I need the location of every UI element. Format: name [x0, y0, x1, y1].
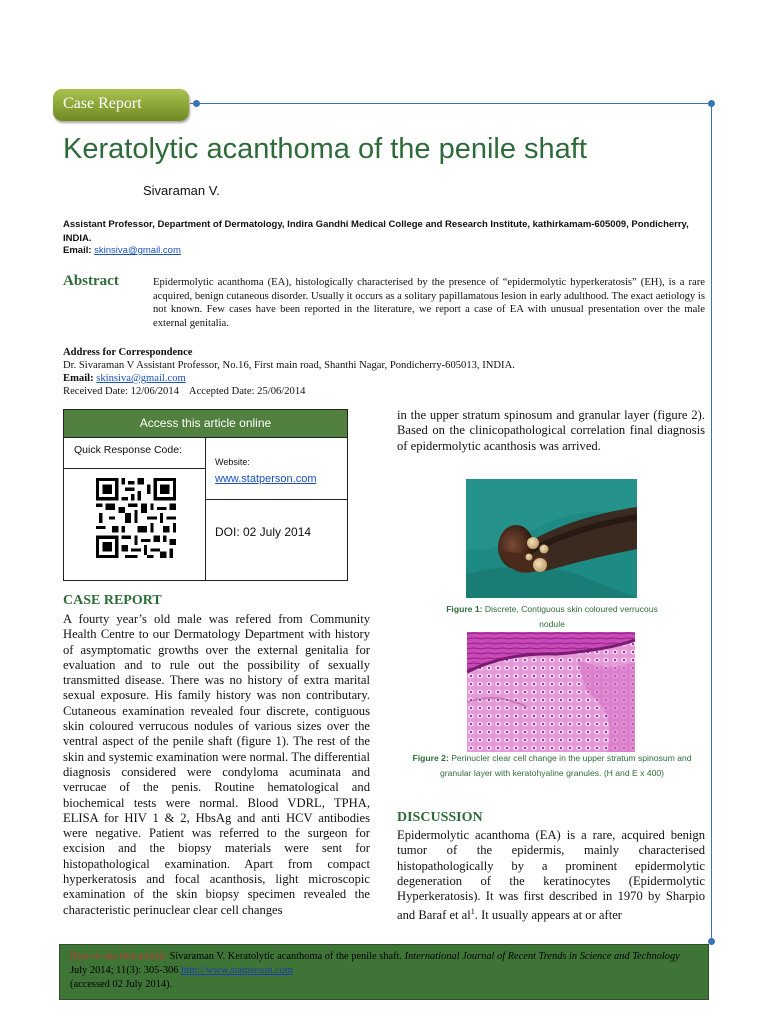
qr-code-label: Quick Response Code:: [74, 444, 182, 456]
case-report-text: A fourty year’s old male was refered from Community Health Centre to our Dermatology Department with history of asymptomatic growths over the external genitalia for evaluation and to rule out the possibility of sexually transmitted disease. There was no history of extra marital sexual exposure. His family history was non contributary. Cutaneous examination revealed four discrete, contiguous skin coloured verrucous nodules of various sizes over the ventral aspect of the penile shaft (figure 1). The rest of the skin and systemic examination were normal. The differential diagnosis considered were condyloma acuminata and verrucae of the penis. Routine hematological and biochemical tests were normal. Blood VDRL, TPHA, ELISA for HIV 1 & 2, HbsAg and anti HCV antibodies were negative. Patient was referred to the surgeon for excision and the biopsy materials were sent for histopathological examination. Apart from compact hyperkeratosis and focal acanthosis, light microscopic examination of the skin biopsy specimen revealed the characteristic perinuclear clear cell changes: [63, 612, 370, 917]
figure-1-clinical-photo: [466, 479, 637, 598]
right-column-continued-text: in the upper stratum spinosum and granular layer (figure 2). Based on the clinicopathological correlation final diagnosis of epidermolytic acanthosis was arrived.: [397, 408, 705, 453]
correspondence-email-label: Email:: [63, 373, 94, 384]
abstract-text: Epidermolytic acanthoma (EA), histologically characterised by the presence of “epidermolytic hyperkeratosis” (EH), is a rare acquired, benign cutaneous disorder. Usually it occurs as a solitary papillamatous lesion in early adulthood. The exact aetiology is not known. Few cases have been reported in the literature, we report a case of EA with unusual presentation over the male external genitalia.: [153, 277, 705, 329]
figure-2-label: Figure 2:: [412, 753, 449, 763]
author-name: Sivaraman V.: [143, 183, 220, 198]
abstract-heading: Abstract: [63, 273, 119, 289]
doi-text: DOI: 02 July 2014: [215, 525, 312, 539]
citation-text: [70, 950, 698, 992]
box-divider: [205, 437, 206, 580]
box-divider: [64, 468, 205, 469]
rule-start-dot: [193, 100, 200, 107]
website-label: Website:: [215, 457, 250, 467]
discussion-text: [397, 828, 705, 924]
correspondence-address: Dr. Sivaraman V Assistant Professor, No.16, First main road, Shanthi Nagar, Pondicherry-605013, INDIA.: [63, 360, 515, 371]
case-report-heading: CASE REPORT: [63, 593, 162, 608]
header-rule: [190, 103, 712, 104]
qr-code-icon[interactable]: [96, 476, 176, 560]
correspondence-heading: Address for Correspondence: [63, 347, 193, 358]
discussion-heading: DISCUSSION: [397, 810, 483, 825]
figure-2-histology-photo: [467, 632, 635, 752]
author-affiliation: Assistant Professor, Department of Dermatology, Indira Gandhi Medical College and Research Institute, kathirkamam-605009, Pondicherry, INDIA.: [63, 219, 689, 244]
figure-1-caption: [440, 602, 664, 632]
discussion-text-main: Epidermolytic acanthoma (EA) is a rare, acquired benign tumor of the epidermis, mainly characterised histopathologically by a prominent epidermolytic degeneration of the keratinocytes (Epidermolytic Hyperkeratosis). It was first described in 1970 by Sharpio and Baraf et al: [397, 828, 705, 923]
journal-issue: July 2014; 11(3): 305-306: [70, 965, 182, 976]
figure-1-caption-text: Discrete, Contiguous skin coloured verrucous nodule: [482, 604, 658, 629]
journal-url-link[interactable]: http://www.statperson.com: [181, 965, 293, 976]
figure-2-caption-text: Perinucler clear cell change in the upper stratum spinosum and granular layer with keratohyaline granules. (H and E x 400): [439, 753, 692, 778]
email-label: Email:: [63, 245, 92, 256]
citation-label: How to site this article:: [70, 951, 167, 962]
figure-2-caption: [396, 751, 708, 781]
discussion-text-tail: . It usually appears at or after: [474, 908, 622, 923]
citation-superscript: 1: [470, 907, 475, 917]
accessed-date: (accessed 02 July 2014).: [70, 979, 173, 990]
correspondence-email-link[interactable]: skinsiva@gmail.com: [96, 373, 186, 384]
figure-1-label: Figure 1:: [446, 604, 483, 614]
access-box-heading: Access this article online: [64, 410, 347, 438]
access-online-box: [63, 409, 348, 581]
correspondence-block: [63, 346, 703, 398]
author-email-line: [63, 245, 181, 256]
box-divider: [205, 499, 347, 500]
citation-main: Sivaraman V. Keratolytic acanthoma of the penile shaft.: [166, 951, 405, 962]
rule-end-dot: [708, 938, 715, 945]
author-email-link[interactable]: skinsiva@gmail.com: [94, 245, 181, 256]
received-accepted-dates: Received Date: 12/06/2014 Accepted Date: 25/06/2014: [63, 386, 306, 397]
citation-footer: [59, 944, 709, 1000]
journal-name: International Journal of Recent Trends in Science and Technology: [404, 951, 680, 962]
website-link[interactable]: www.statperson.com: [215, 473, 317, 485]
article-type-badge: Case Report: [53, 89, 189, 121]
article-title: Keratolytic acanthoma of the penile shaft: [63, 133, 587, 165]
